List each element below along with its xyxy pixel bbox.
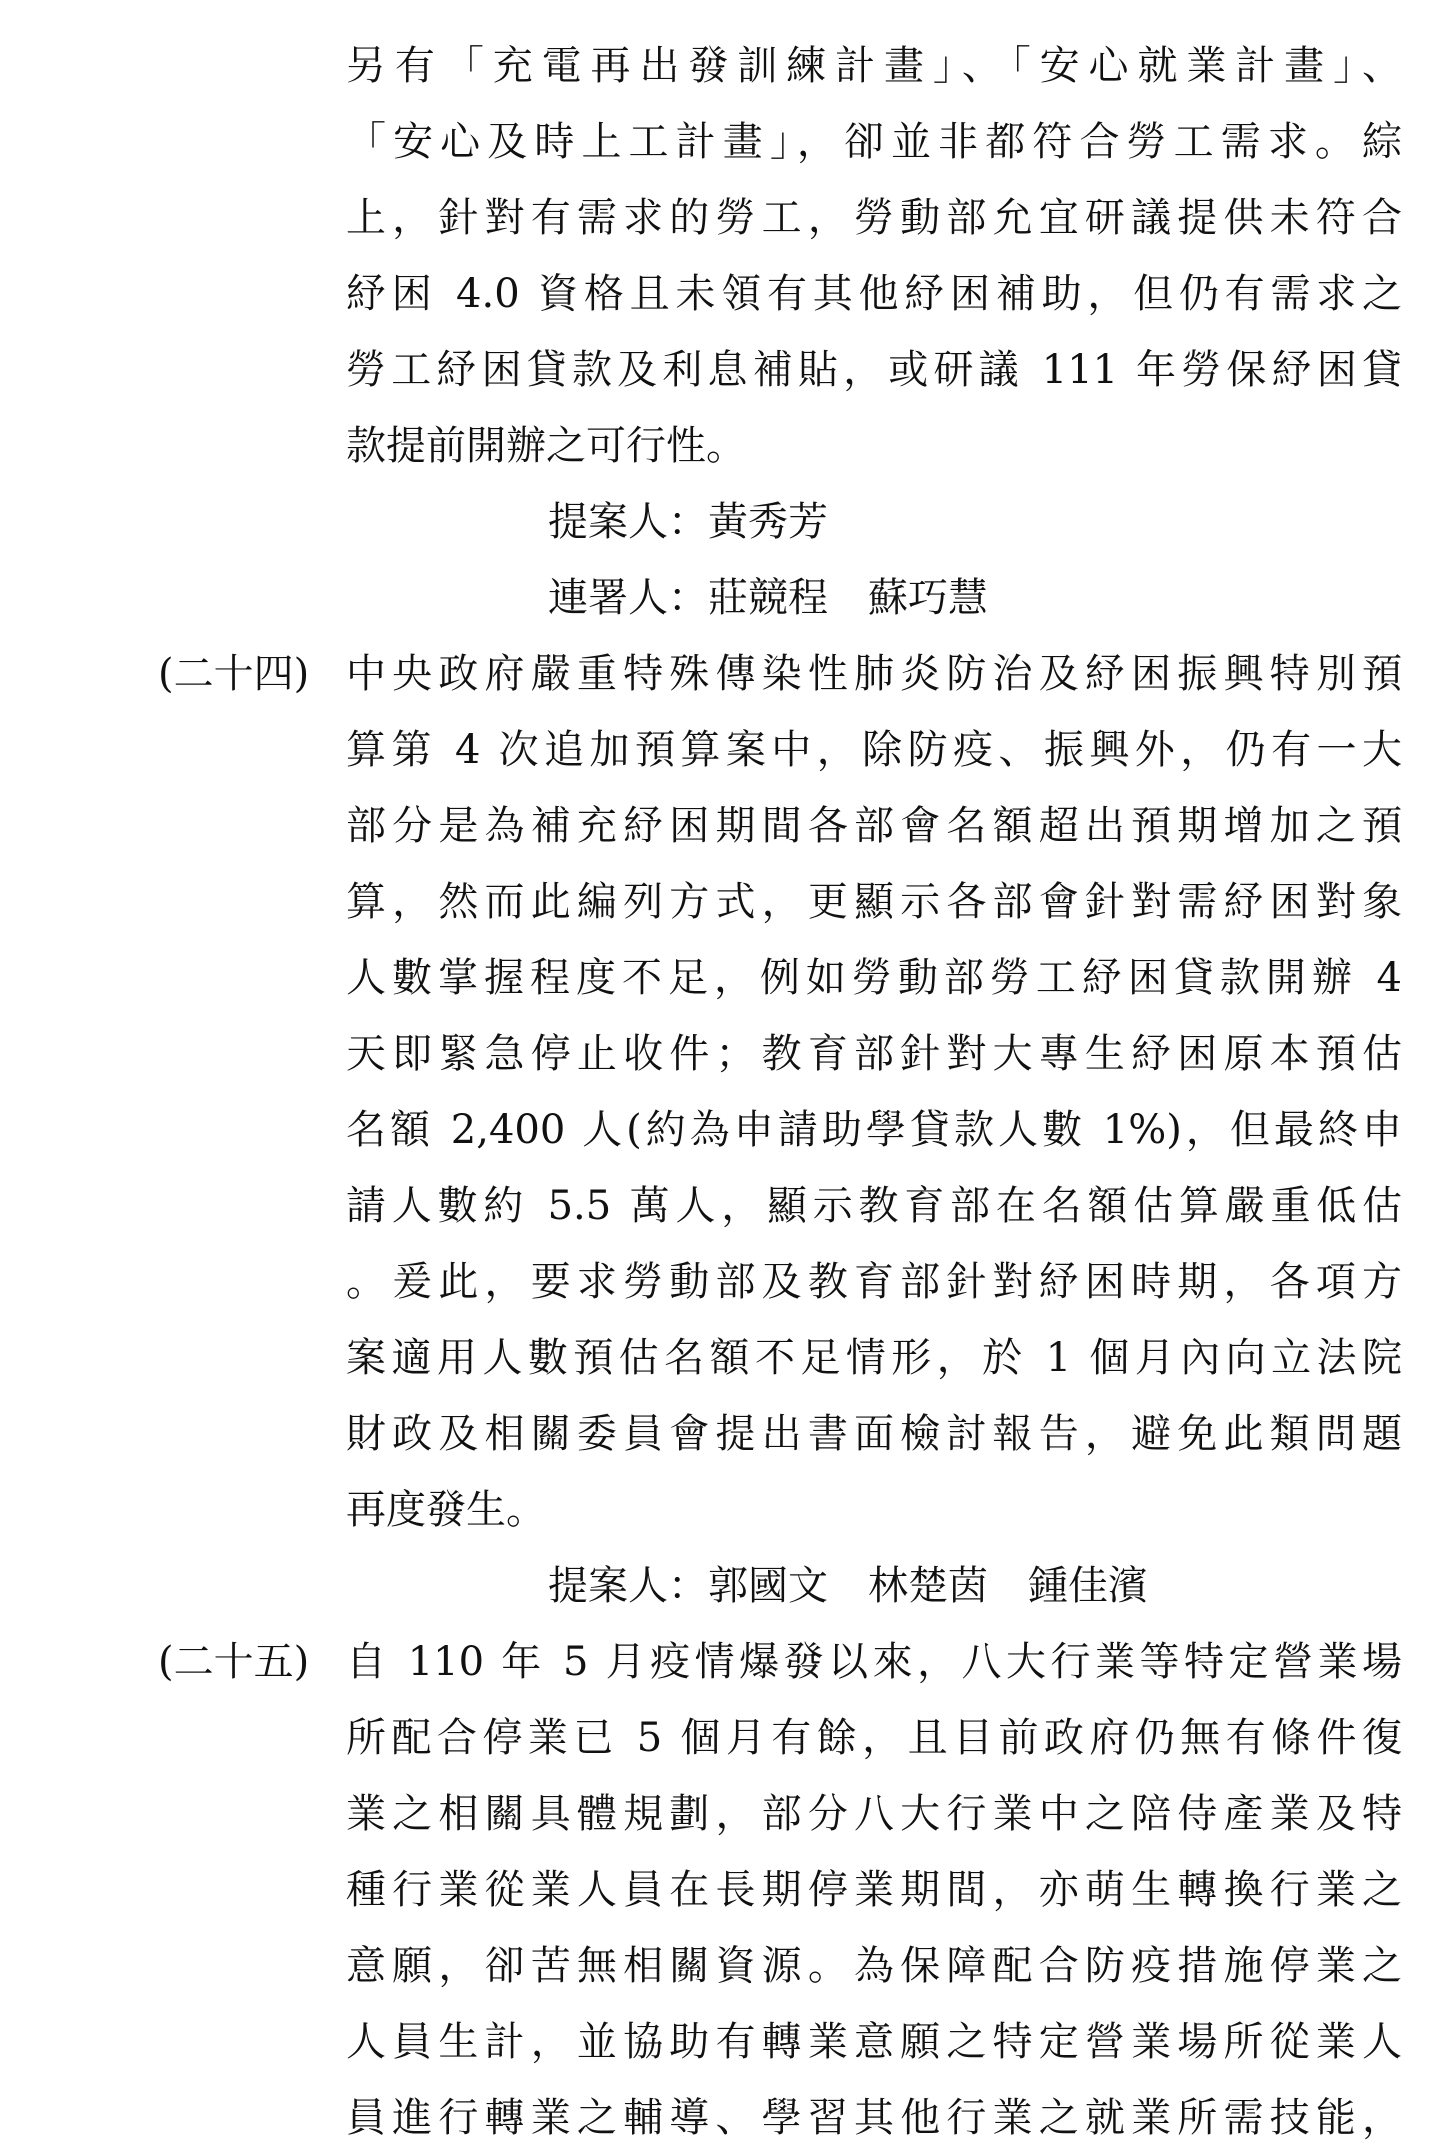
paragraph-line: 紓困 4.0 資格且未領有其他紓困補助，但仍有需求之 [346,271,1402,317]
paragraph-line: 再度發生。 [346,1487,546,1533]
paragraph-line: 種行業從業人員在長期停業期間，亦萌生轉換行業之 [346,1867,1402,1913]
paragraph-line: 名額 2,400 人(約為申請助學貸款人數 1%)，但最終申 [346,1107,1402,1153]
paragraph-line: 天即緊急停止收件；教育部針對大專生紓困原本預估 [346,1031,1402,1077]
paragraph-line: 所配合停業已 5 個月有餘，且目前政府仍無有條件復 [346,1715,1402,1761]
paragraph-line: 意願，卻苦無相關資源。為保障配合防疫措施停業之 [346,1943,1402,1989]
item-24-label: (二十四) [158,651,310,697]
paragraph-line: 。爰此，要求勞動部及教育部針對紓困時期，各項方 [346,1259,1402,1305]
paragraph-line: 部分是為補充紓困期間各部會名額超出預期增加之預 [346,803,1402,849]
cosigners-line: 連署人：莊競程 蘇巧慧 [548,575,988,621]
paragraph-line: 員進行轉業之輔導、學習其他行業之就業所需技能， [346,2095,1402,2141]
paragraph-line: 算，然而此編列方式，更顯示各部會針對需紓困對象 [346,879,1402,925]
paragraph-line: 請人數約 5.5 萬人，顯示教育部在名額估算嚴重低估 [346,1183,1402,1229]
paragraph-line: 另有「充電再出發訓練計畫」、「安心就業計畫」、 [346,43,1402,89]
paragraph-line: 財政及相關委員會提出書面檢討報告，避免此類問題 [346,1411,1402,1457]
paragraph-line: 中央政府嚴重特殊傳染性肺炎防治及紓困振興特別預 [346,651,1402,697]
paragraph-line: 款提前開辦之可行性。 [346,423,746,469]
paragraph-line: 上，針對有需求的勞工，勞動部允宜研議提供未符合 [346,195,1402,241]
paragraph-line: 「安心及時上工計畫」，卻並非都符合勞工需求。綜 [346,119,1402,165]
paragraph-line: 案適用人數預估名額不足情形，於 1 個月內向立法院 [346,1335,1402,1381]
paragraph-line: 業之相關具體規劃，部分八大行業中之陪侍產業及特 [346,1791,1402,1837]
paragraph-line: 人員生計，並協助有轉業意願之特定營業場所從業人 [346,2019,1402,2065]
paragraph-line: 人數掌握程度不足，例如勞動部勞工紓困貸款開辦 4 [346,955,1402,1001]
paragraph-line: 勞工紓困貸款及利息補貼，或研議 111 年勞保紓困貸 [346,347,1402,393]
paragraph-line: 自 110 年 5 月疫情爆發以來，八大行業等特定營業場 [346,1639,1402,1685]
paragraph-line: 算第 4 次追加預算案中，除防疫、振興外，仍有一大 [346,727,1402,773]
proposer-line: 提案人：郭國文 林楚茵 鍾佳濱 [548,1563,1148,1609]
item-25-label: (二十五) [158,1639,310,1685]
proposer-line: 提案人：黃秀芳 [548,499,828,545]
